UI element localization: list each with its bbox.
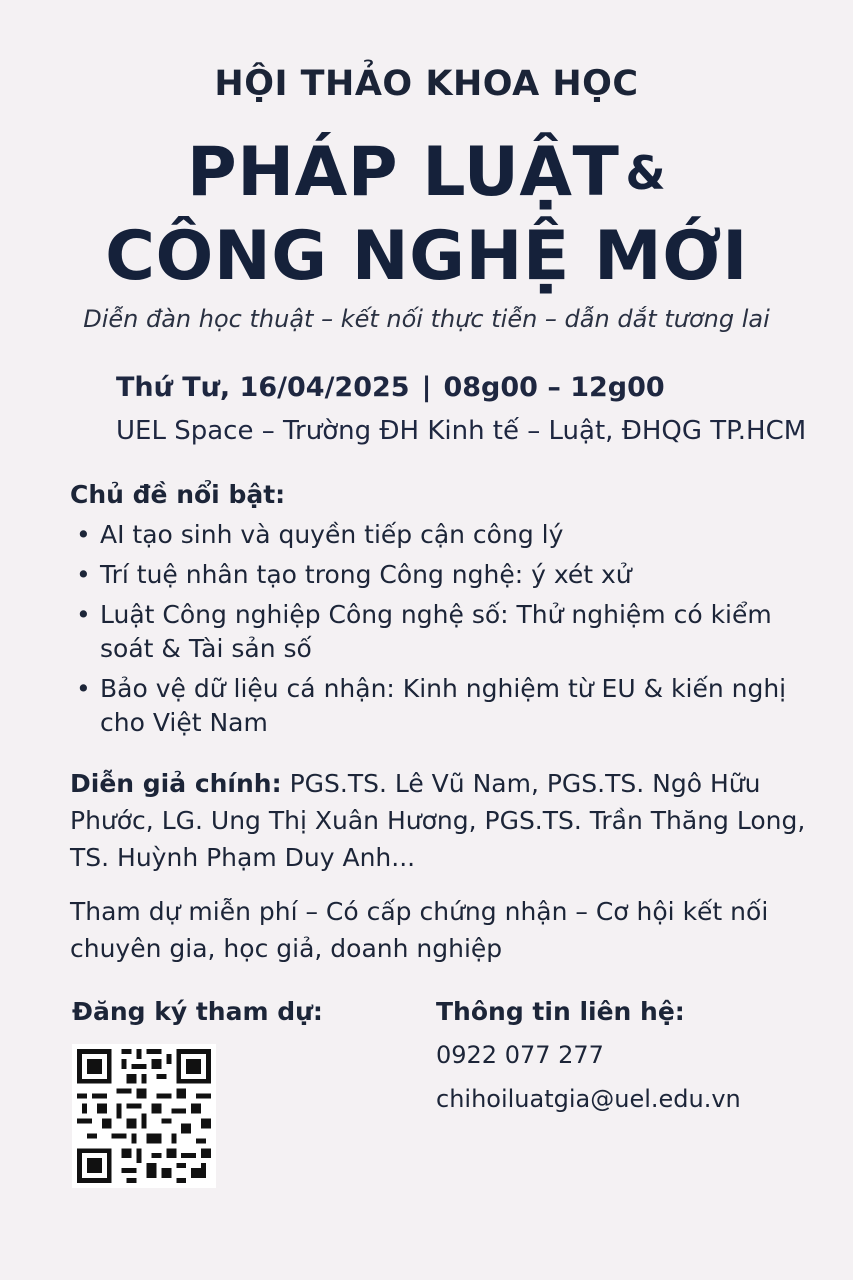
- topic-item: • Trí tuệ nhân tạo trong Công nghệ: ý xét xử: [74, 558, 814, 592]
- qr-code-icon: [72, 1044, 216, 1188]
- event-venue: UEL Space – Trường ĐH Kinh tế – Luật, ĐHQG TP.HCM: [116, 416, 807, 446]
- contact-email[interactable]: chihoiluatgia@uel.edu.vn: [436, 1085, 741, 1113]
- speakers-label: Diễn giả chính:: [70, 769, 282, 798]
- tagline: Diễn đàn học thuật – kết nối thực tiễn – dẫn dắt tương lai: [83, 305, 770, 333]
- registration-qr-code[interactable]: [72, 1044, 216, 1188]
- event-date: Thứ Tư, 16/04/2025: [116, 372, 410, 403]
- event-kicker: HỘI THẢO KHOA HỌC: [214, 64, 639, 104]
- topic-item: • Luật Công nghiệp Công nghệ số: Thử nghiệm có kiểm soát & Tài sản số: [74, 598, 814, 666]
- event-time: 08g00 – 12g00: [443, 372, 665, 403]
- topics-heading: Chủ đề nổi bật:: [70, 480, 286, 509]
- topic-item: • Bảo vệ dữ liệu cá nhận: Kinh nghiệm từ EU & kiến nghị cho Việt Nam: [74, 672, 814, 740]
- title-text-1: PHÁP LUẬT: [186, 133, 620, 212]
- title-line-2: CÔNG NGHỆ MỚI: [105, 217, 748, 296]
- speakers-block: [70, 765, 810, 876]
- contact-phone[interactable]: 0922 077 277: [436, 1041, 604, 1069]
- benefits-text: Tham dự miễn phí – Có cấp chứng nhận – Cơ hội kết nối chuyên gia, học giả, doanh nghiệp: [70, 897, 769, 963]
- topics-list: [74, 518, 814, 746]
- date-separator: |: [421, 372, 432, 403]
- speakers-names: PGS.TS. Lê Vũ Nam, PGS.TS. Ngô Hữu Phước, LG. Ung Thị Xuân Hương, PGS.TS. Trần Thăng Long, TS. Huỳnh Phạm Duy Anh...: [70, 769, 806, 872]
- event-date-time: [116, 372, 665, 403]
- topic-item: • AI tạo sinh và quyền tiếp cận công lý: [74, 518, 814, 552]
- title-ampersand: &: [625, 146, 667, 200]
- contact-heading: Thông tin liên hệ:: [436, 997, 685, 1026]
- title-line-1: [0, 133, 853, 212]
- registration-heading: Đăng ký tham dự:: [72, 997, 323, 1026]
